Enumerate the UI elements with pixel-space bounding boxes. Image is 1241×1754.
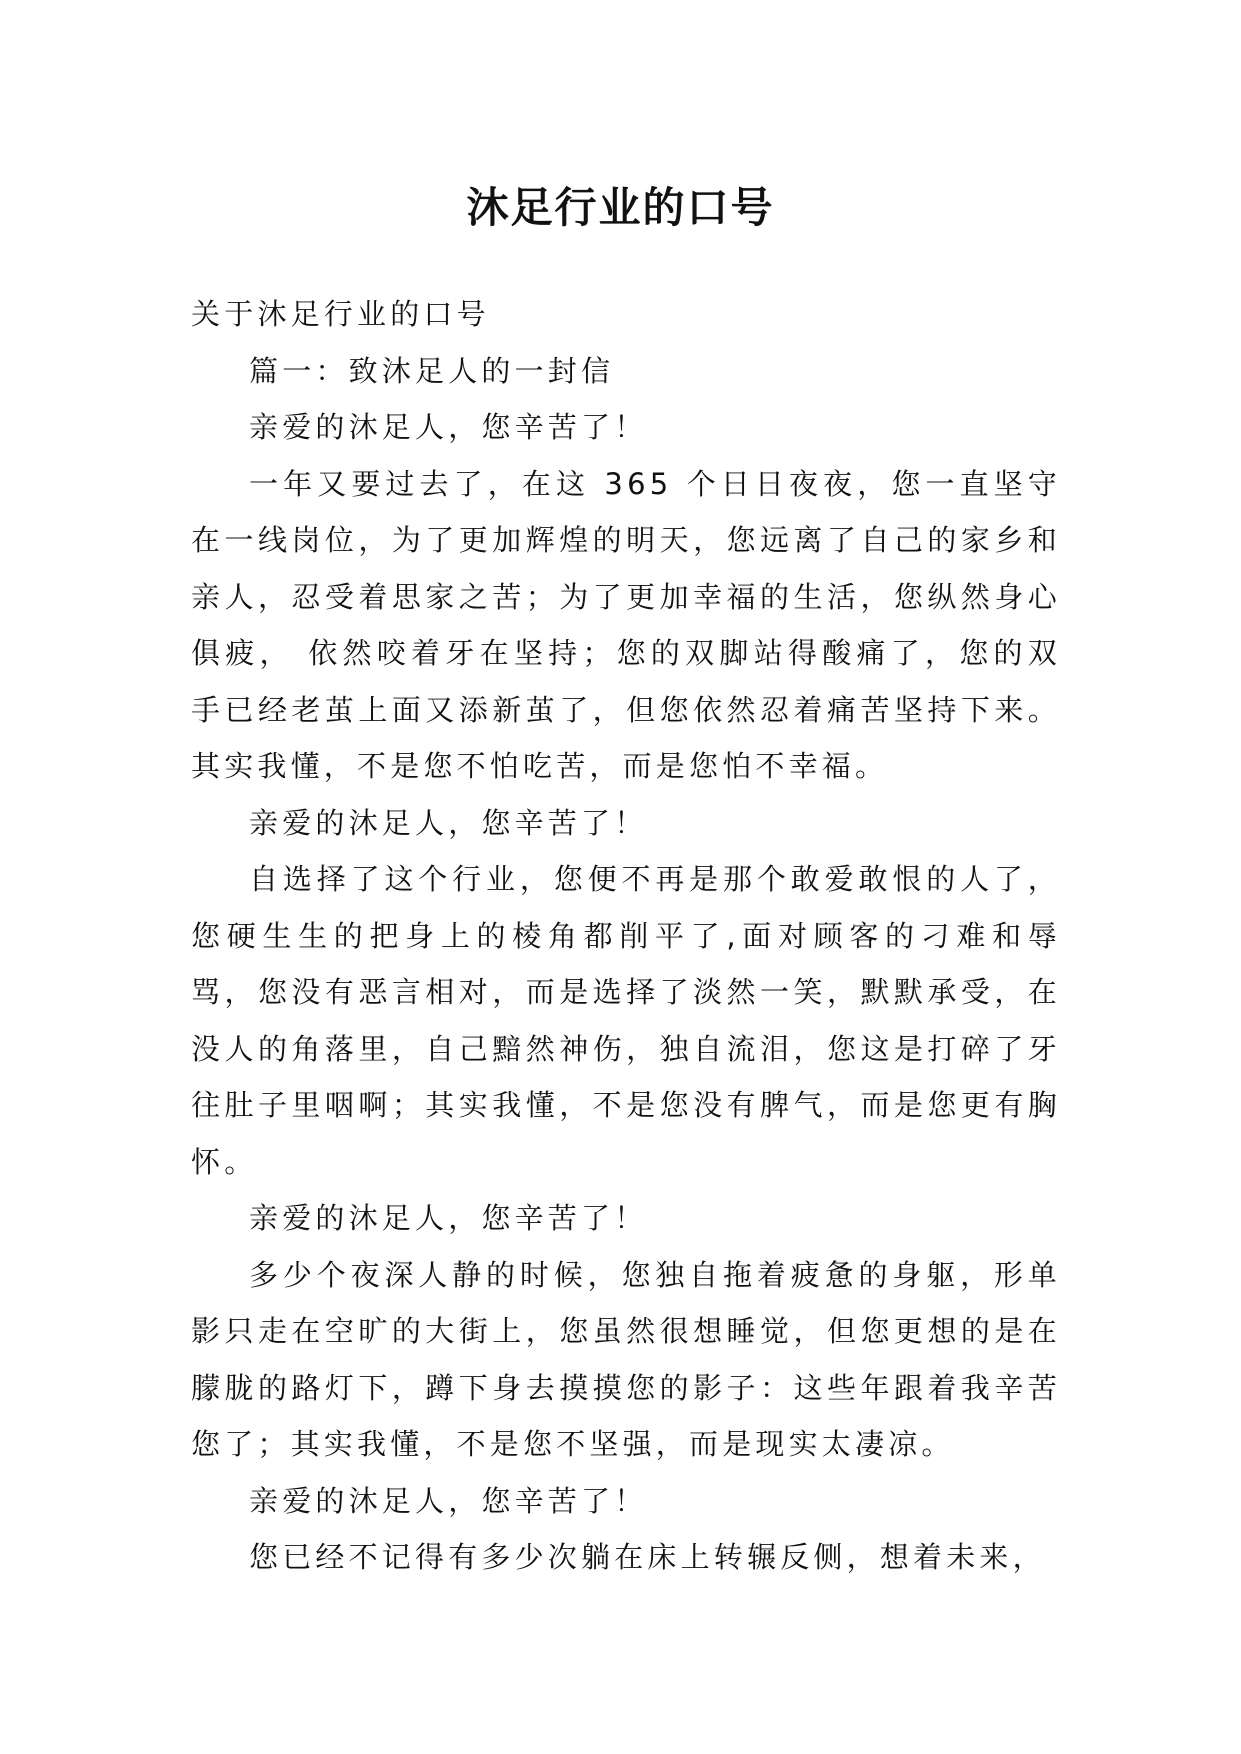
greeting-line: 亲爱的沐足人，您辛苦了！ <box>249 805 648 840</box>
intro-line: 关于沐足行业的口号 <box>191 297 490 331</box>
body-paragraph: 自选择了这个行业，您便不再是那个敢爱敢恨的人了，您硬生生的把身上的棱角都削平了,面对顾客的刁难和辱骂，您没有恶言相对，而是选择了淡然一笑，默默承受，在没人的角落里，自己黯然神伤，独自流泪，您这是打碎了牙往肚子里咽啊；其实我懂，不是您没有脾气，而是您更有胸怀。 <box>191 862 1061 1179</box>
section-heading: 篇一：致沐足人的一封信 <box>249 353 615 388</box>
greeting-line: 亲爱的沐足人，您辛苦了！ <box>249 1483 648 1518</box>
document-body <box>191 286 1061 1586</box>
document-title: 沐足行业的口号 <box>466 183 775 233</box>
body-paragraph: 您已经不记得有多少次躺在床上转辗反侧，想着未来， <box>249 1540 1046 1574</box>
body-paragraph: 多少个夜深人静的时候，您独自拖着疲惫的身躯，形单影只走在空旷的大街上，您虽然很想睡觉，但您更想的是在朦胧的路灯下，蹲下身去摸摸您的影子：这些年跟着我辛苦您了；其实我懂，不是您不坚强，而是现实太凄凉。 <box>191 1257 1061 1461</box>
body-paragraph: 一年又要过去了，在这 365 个日日夜夜，您一直坚守在一线岗位，为了更加辉煌的明天，您远离了自己的家乡和亲人，忍受着思家之苦；为了更加幸福的生活，您纵然身心俱疲， 依然咬着牙在坚持；您的双脚站得酸痛了，您的双手已经老茧上面又添新茧了，但您依然忍着痛苦坚持下来。其实我懂，不是您不怕吃苦，而是您怕不幸福。 <box>191 466 1061 783</box>
greeting-line: 亲爱的沐足人，您辛苦了！ <box>249 410 648 444</box>
greeting-line: 亲爱的沐足人，您辛苦了！ <box>249 1201 648 1235</box>
